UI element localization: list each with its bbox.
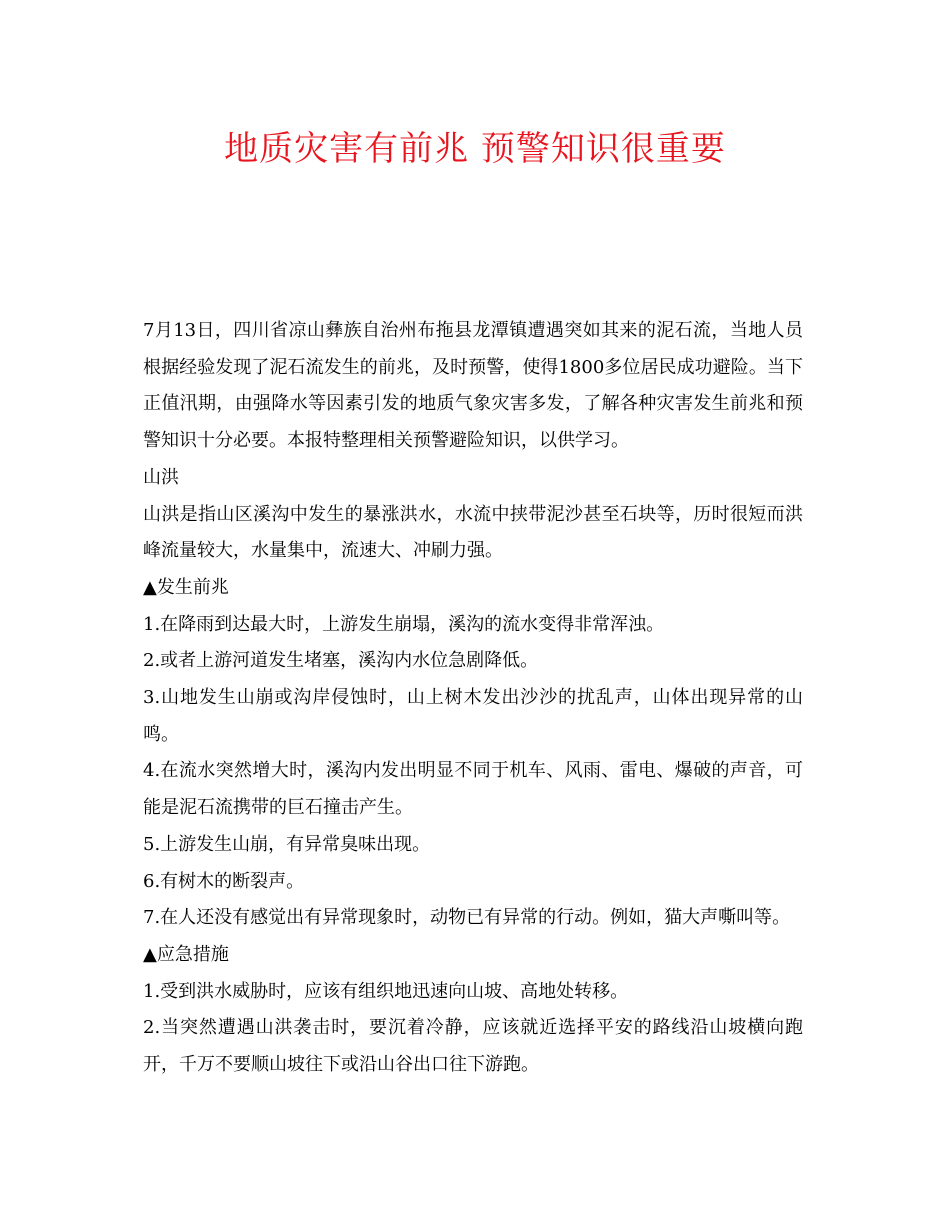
section-heading-flash-flood: 山洪 <box>143 466 179 488</box>
list-item: 2.或者上游河道发生堵塞，溪沟内水位急剧降低。 <box>143 650 539 672</box>
subheading-emergency-measures: ▲应急措施 <box>143 943 229 965</box>
list-item: 5.上游发生山崩，有异常臭味出现。 <box>143 833 431 855</box>
list-item: 6.有树木的断裂声。 <box>143 870 305 892</box>
document-title: 地质灾害有前兆 预警知识很重要 <box>224 129 726 169</box>
list-item: 2.当突然遭遇山洪袭击时，要沉着冷静，应该就近选择平安的路线沿山坡横向跑开，千万不要顺山坡往下或沿山谷出口往下游跑。 <box>143 1017 803 1076</box>
intro-paragraph: 7月13日，四川省凉山彝族自治州布拖县龙潭镇遭遇突如其来的泥石流，当地人员根据经验发现了泥石流发生的前兆，及时预警，使得1800多位居民成功避险。当下正值汛期，由强降水等因素引发的地质气象灾害多发，了解各种灾害发生前兆和预警知识十分必要。本报特整理相关预警避险知识，以供学习。 <box>143 320 803 452</box>
list-item: 4.在流水突然增大时，溪沟内发出明显不同于机车、风雨、雷电、爆破的声音，可能是泥石流携带的巨石撞击产生。 <box>143 760 803 819</box>
subheading-warning-signs: ▲发生前兆 <box>143 576 229 598</box>
flash-flood-definition: 山洪是指山区溪沟中发生的暴涨洪水，水流中挟带泥沙甚至石块等，历时很短而洪峰流量较大，水量集中，流速大、冲刷力强。 <box>143 503 803 562</box>
list-item: 1.受到洪水威胁时，应该有组织地迅速向山坡、高地处转移。 <box>143 980 629 1002</box>
list-item: 3.山地发生山崩或沟岸侵蚀时，山上树木发出沙沙的扰乱声，山体出现异常的山鸣。 <box>143 687 803 745</box>
list-item: 1.在降雨到达最大时，上游发生崩塌，溪沟的流水变得非常浑浊。 <box>143 613 665 635</box>
list-item: 7.在人还没有感觉出有异常现象时，动物已有异常的行动。例如，猫大声嘶叫等。 <box>143 907 791 929</box>
document-body <box>143 313 803 1084</box>
